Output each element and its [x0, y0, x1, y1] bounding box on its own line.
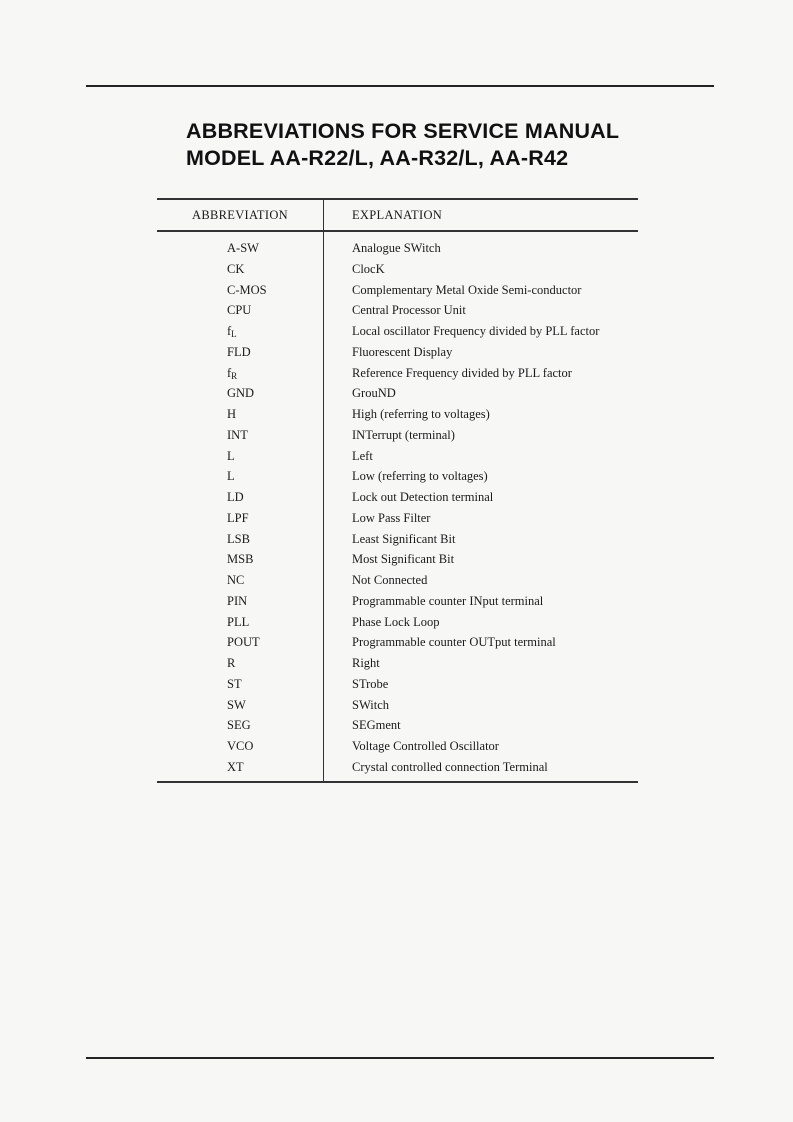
abbreviations-table [157, 198, 638, 783]
abbreviation-cell: VCO [227, 739, 254, 753]
table-row [157, 508, 638, 529]
top-rule [86, 85, 714, 87]
table-row [157, 674, 638, 695]
table-row [157, 653, 638, 674]
explanation-cell: Lock out Detection terminal [352, 490, 494, 504]
table-row [157, 404, 638, 425]
table-row [157, 549, 638, 570]
table-row [157, 280, 638, 301]
explanation-cell: Programmable counter OUTput terminal [352, 635, 556, 650]
abbreviation-cell: PLL [227, 614, 250, 629]
explanation-cell: SEGment [352, 718, 401, 733]
abbreviation-cell: SEG [227, 718, 251, 733]
table-row [157, 529, 638, 550]
table-row [157, 715, 638, 736]
table-row [157, 321, 638, 342]
table-row [157, 300, 638, 321]
explanation-cell: Not Connected [352, 573, 428, 587]
table-row [157, 446, 638, 467]
table-header-rule [157, 230, 638, 232]
table-row [157, 383, 638, 404]
abbreviation-cell: A-SW [227, 241, 259, 255]
abbreviation-cell: LPF [227, 510, 249, 525]
abbreviation-cell: CK [227, 261, 245, 276]
explanation-cell: Left [352, 448, 373, 463]
explanation-cell: Right [352, 656, 380, 670]
explanation-cell: Fluorescent Display [352, 344, 453, 359]
table-row [157, 695, 638, 716]
explanation-cell: Complementary Metal Oxide Semi-conductor [352, 282, 582, 297]
bottom-rule [86, 1057, 714, 1059]
abbreviation-cell: FLD [227, 344, 251, 359]
page-title [186, 118, 666, 172]
column-header-abbreviation: ABBREVIATION [192, 208, 288, 222]
title-line-1: ABBREVIATIONS FOR SERVICE MANUAL [186, 119, 620, 143]
abbreviation-cell: C-MOS [227, 282, 267, 297]
title-line-2: MODEL AA-R22/L, AA-R32/L, AA-R42 [186, 146, 569, 170]
explanation-cell: Reference Frequency divided by PLL factor [352, 365, 572, 380]
table-bottom-rule [157, 781, 638, 783]
table-row [157, 259, 638, 280]
explanation-cell: Crystal controlled connection Terminal [352, 759, 548, 774]
table-row [157, 342, 638, 363]
abbreviation-cell: SW [227, 697, 246, 712]
table-row [157, 570, 638, 591]
explanation-cell: Analogue SWitch [352, 241, 441, 255]
table-row [157, 238, 638, 259]
abbreviation-cell: LSB [227, 531, 250, 546]
explanation-cell: Local oscillator Frequency divided by PLL factor [352, 324, 600, 338]
table-row [157, 363, 638, 384]
explanation-cell: Voltage Controlled Oscillator [352, 739, 499, 753]
table-row [157, 757, 638, 778]
explanation-cell: SWitch [352, 697, 389, 712]
abbreviation-cell: MSB [227, 552, 254, 567]
explanation-cell: Least Significant Bit [352, 531, 456, 546]
abbreviation-cell: $f_L$ [227, 324, 237, 339]
explanation-cell: ClocK [352, 261, 385, 276]
column-header-explanation: EXPLANATION [352, 208, 443, 222]
abbreviation-cell: XT [227, 759, 244, 774]
abbreviation-cell: GND [227, 386, 255, 401]
table-row [157, 736, 638, 757]
abbreviation-cell: ST [227, 676, 242, 691]
explanation-cell: Programmable counter INput terminal [352, 593, 544, 608]
abbreviation-cell: H [227, 407, 237, 421]
explanation-cell: Low Pass Filter [352, 510, 431, 525]
explanation-cell: STrobe [352, 676, 389, 691]
abbreviation-cell: L [227, 469, 235, 484]
abbreviation-cell: L [227, 448, 235, 463]
table-row [157, 425, 638, 446]
table-row [157, 591, 638, 612]
abbreviation-cell: $f_R$ [227, 365, 238, 381]
explanation-cell: Phase Lock Loop [352, 614, 440, 629]
abbreviation-cell: CPU [227, 303, 252, 318]
table-row [157, 466, 638, 487]
table-row [157, 632, 638, 653]
abbreviation-cell: PIN [227, 593, 248, 608]
abbreviation-cell: POUT [227, 635, 260, 650]
abbreviation-cell: R [227, 656, 236, 670]
explanation-cell: Central Processor Unit [352, 303, 466, 318]
table-row [157, 487, 638, 508]
explanation-cell: Most Significant Bit [352, 552, 455, 567]
explanation-cell: INTerrupt (terminal) [352, 427, 455, 442]
explanation-cell: Low (referring to voltages) [352, 469, 488, 484]
explanation-cell: High (referring to voltages) [352, 407, 490, 421]
abbreviation-cell: NC [227, 573, 245, 587]
abbreviation-cell: INT [227, 427, 248, 442]
explanation-cell: GrouND [352, 386, 396, 401]
abbreviation-cell: LD [227, 490, 244, 504]
table-row [157, 612, 638, 633]
table-body [157, 238, 638, 778]
table-top-rule [157, 198, 638, 200]
